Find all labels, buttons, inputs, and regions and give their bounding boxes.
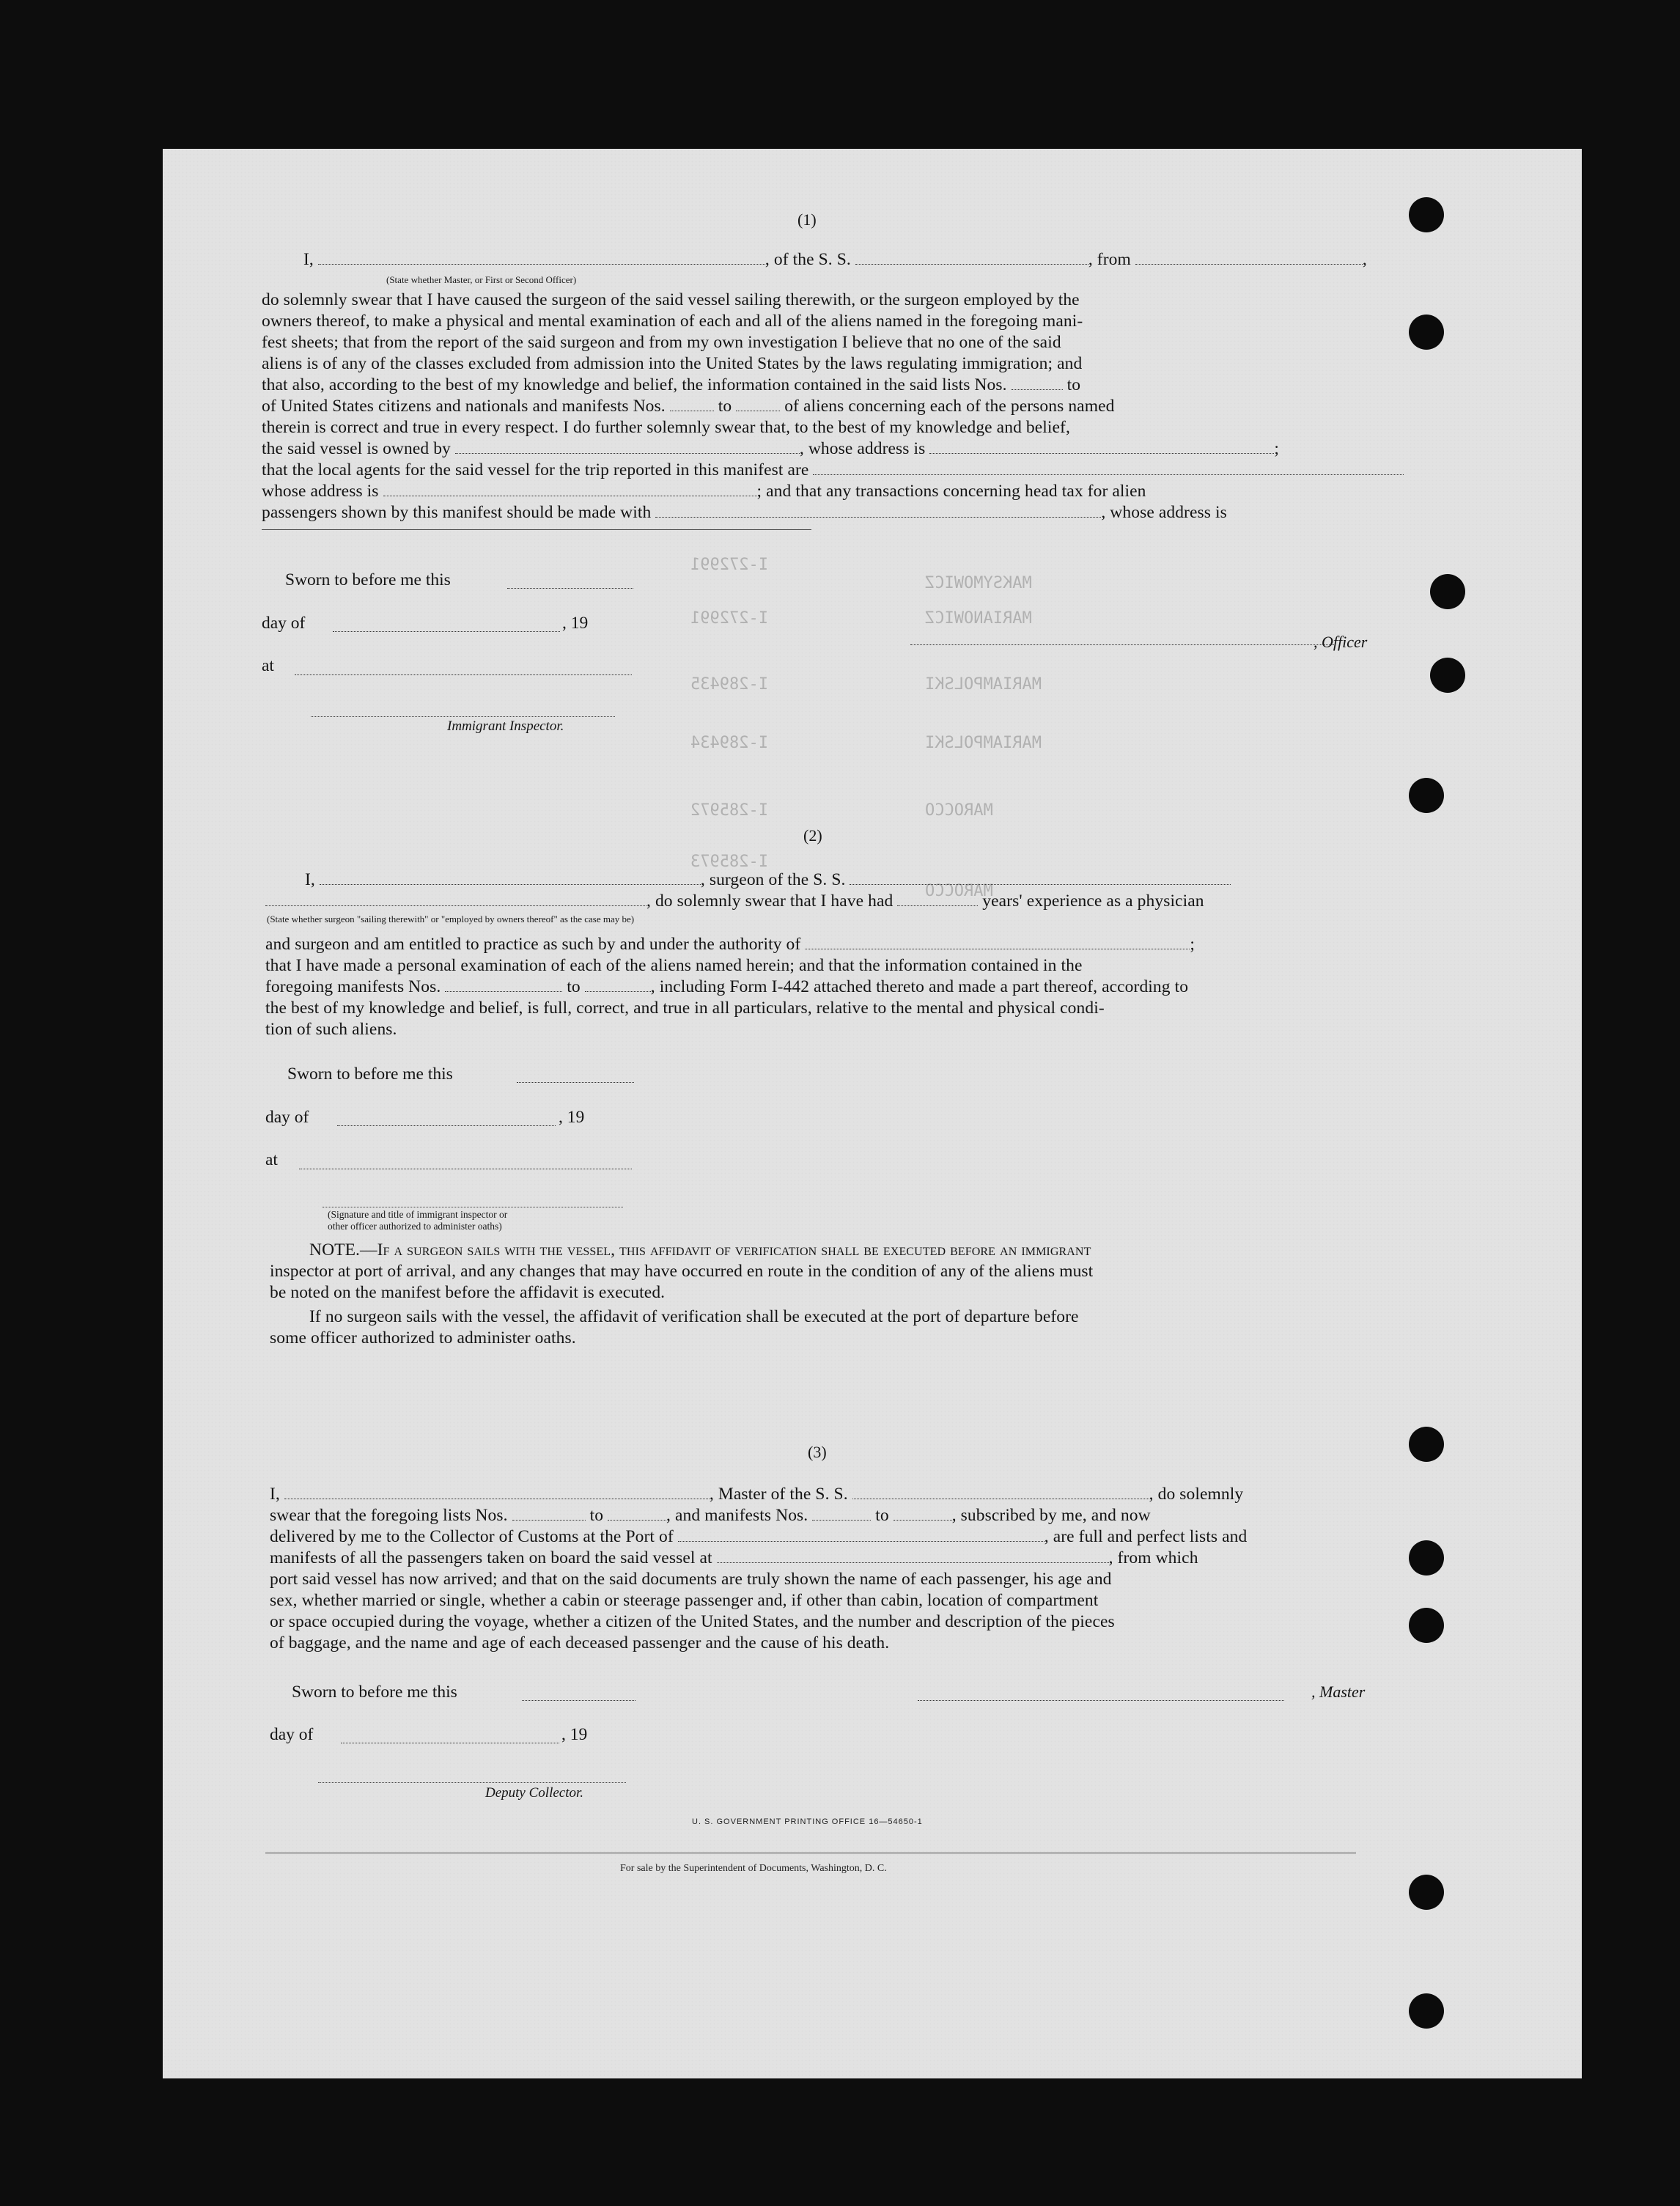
year-label: , 19 (561, 1725, 588, 1744)
bleed-through-name: MARIAMPOLSKI (925, 675, 1042, 694)
section-3-para-line: port said vessel has now arrived; and that on the said documents are truly shown the name of each passenger, his age and (270, 1570, 1112, 1589)
manifests-all-text: manifests of all the passengers taken on board the said vessel at (270, 1548, 712, 1567)
manifests-nos-text: of United States citizens and nationals and manifests Nos. (262, 397, 666, 416)
manifests-to-field[interactable] (894, 1519, 952, 1521)
section-1-owner-line: the said vessel is owned by , whose address is ; (262, 439, 1280, 458)
headtax-party-field[interactable] (655, 516, 1101, 518)
subscribed-text: , subscribed by me, and now (951, 1506, 1151, 1525)
full-perfect-text: , are full and perfect lists and (1044, 1527, 1248, 1546)
deputy-signature-line (318, 1782, 626, 1783)
section-1-lists-line (262, 375, 1582, 395)
of-ss-label: , of the S. S. (765, 250, 851, 269)
section-1-para-line: owners thereof, to make a physical and mental examination of each and all of the aliens named in the foregoing mani- (262, 312, 1083, 331)
punch-hole (1409, 1427, 1444, 1462)
manifests-to-field[interactable] (736, 410, 780, 411)
agents-field[interactable] (813, 474, 1404, 475)
section-3-lists-line (270, 1506, 1582, 1526)
note-line: inspector at port of arrival, and any changes that may have occurred en route in the condition of any of the aliens must (270, 1262, 1094, 1281)
manifests-to-field[interactable] (585, 990, 651, 992)
local-agents-text: that the local agents for the said vessel for the trip reported in this manifest are (262, 460, 809, 479)
sworn-label: Sworn to before me this (287, 1065, 453, 1084)
year-label: , 19 (562, 614, 589, 633)
pronoun-i: I, (270, 1485, 280, 1504)
section-2-para-line: that I have made a personal examination of each of the aliens named herein; and that the information contained in the (265, 956, 1083, 975)
form-text: , including Form I-442 attached thereto and made a part thereof, according to (650, 977, 1189, 996)
punch-hole (1430, 658, 1465, 693)
vessel-name-field[interactable] (855, 263, 1088, 265)
section-3-para-line: or space occupied during the voyage, whether a citizen of the United States, and the number and description of the pieces (270, 1612, 1115, 1631)
punch-hole (1409, 197, 1444, 232)
sworn-day-field[interactable] (507, 587, 633, 589)
bleed-through-no: I-272991 (690, 609, 768, 628)
punch-hole (1409, 778, 1444, 813)
witness-caption-1: (Signature and title of immigrant inspector or (328, 1209, 508, 1220)
to-label: to (875, 1506, 889, 1525)
section-1-para-line: fest sheets; that from the report of the said surgeon and from my own investigation I believe that no one of the said (262, 333, 1061, 352)
note-line (309, 1240, 1582, 1260)
section-2-authority-line: and surgeon and am entitled to practice as such by and under the authority of ; (265, 935, 1195, 954)
punch-hole (1409, 1993, 1444, 2029)
section-2-experience-line (265, 891, 1582, 911)
surgeon-of-label: , surgeon of the S. S. (700, 870, 846, 889)
collector-text: delivered by me to the Collector of Customs at the Port of (270, 1527, 674, 1546)
section-1-address-line (262, 482, 1582, 501)
bleed-through-name: MARIANOWICZ (925, 609, 1032, 628)
section-3-para-line: of baggage, and the name and age of each deceased passenger and the cause of his death. (270, 1633, 890, 1652)
from-label: , from (1088, 250, 1131, 269)
owner-address-field[interactable] (929, 452, 1274, 454)
inspector-signature-line (311, 716, 615, 717)
section-1-number: (1) (797, 210, 817, 229)
surgeon-subcaption: (State whether surgeon "sailing therewith" or "employed by owners thereof" as the case may be) (267, 913, 635, 924)
punch-hole (1430, 574, 1465, 609)
master-vessel-field[interactable] (852, 1498, 1149, 1499)
note-line: If no surgeon sails with the vessel, the affidavit of verification shall be executed at the port of departure before (309, 1307, 1079, 1326)
bleed-through-no: I-285973 (690, 853, 768, 871)
sworn-day-field[interactable] (522, 1699, 635, 1701)
note-line: some officer authorized to administer oaths. (270, 1328, 576, 1348)
to-label: to (589, 1506, 604, 1525)
year-label: , 19 (559, 1108, 585, 1127)
lists-from-field[interactable] (1012, 389, 1063, 390)
surgeon-vessel-field[interactable] (850, 883, 1231, 885)
authority-text: and surgeon and am entitled to practice as such by and under the authority of (265, 935, 801, 954)
officer-subcaption: (State whether Master, or First or Second Officer) (386, 274, 577, 285)
owned-by-text: the said vessel is owned by (262, 439, 451, 458)
gpo-imprint: U. S. GOVERNMENT PRINTING OFFICE 16—54650-1 (692, 1817, 923, 1826)
whose-address-text: whose address is (262, 482, 379, 501)
to-label: to (718, 397, 732, 416)
section-2-oath-line (305, 870, 1582, 890)
bleed-through-name: MARIAMPOLSKI (925, 734, 1042, 752)
bleed-through-name: MAROCCO (925, 801, 993, 820)
day-of-label: day of (262, 614, 306, 633)
section-1-manifests-line (262, 397, 1582, 416)
to-label: to (567, 977, 581, 996)
at-place-field[interactable] (299, 1168, 632, 1169)
surgeon-status-field[interactable] (265, 905, 646, 906)
month-field[interactable] (333, 630, 560, 632)
lists-from-field[interactable] (512, 1519, 586, 1521)
day-of-label: day of (270, 1725, 314, 1744)
footer-note: For sale by the Superintendent of Documents, Washington, D. C. (620, 1863, 887, 1874)
manifests-from-field[interactable] (445, 990, 562, 992)
lists-to-field[interactable] (608, 1519, 666, 1521)
sworn-label: Sworn to before me this (292, 1683, 457, 1702)
whose-address-is-label: , whose address is (1101, 503, 1227, 522)
sworn-day-field[interactable] (517, 1081, 634, 1083)
section-1-headtax-line (262, 503, 1582, 523)
and-manifests-text: , and manifests Nos. (666, 1506, 808, 1525)
witness-caption-2: other officer authorized to administer oaths) (328, 1221, 502, 1232)
officer-signature-field[interactable] (910, 644, 1335, 645)
section-2-manifests-line (265, 977, 1582, 997)
bleed-through-no: I-289434 (690, 734, 768, 752)
section-1-para-line: do solemnly swear that I have caused the surgeon of the said vessel sailing therewith, or the surgeon employed by the (262, 290, 1080, 309)
boarding-port-field[interactable] (717, 1562, 1109, 1563)
section-2-para-line: the best of my knowledge and belief, is full, correct, and true in all particulars, relative to the mental and physical condi- (265, 999, 1105, 1018)
bleed-through-name: MAROCCO (925, 882, 993, 900)
foregoing-manifests-text: foregoing manifests Nos. (265, 977, 441, 996)
note-text: NOTE.—If a surgeon sails with the vessel, this affidavit of verification shall be executed before an immigrant (309, 1240, 1091, 1260)
from-which-text: , from which (1108, 1548, 1198, 1567)
to-label: to (1066, 375, 1081, 394)
punch-hole (1409, 1875, 1444, 1910)
section-1-para-line: therein is correct and true in every respect. I do further solemnly swear that, to the best of my knowledge and belief, (262, 418, 1070, 437)
section-3-number: (3) (808, 1443, 827, 1461)
authority-field[interactable] (805, 948, 1190, 949)
officer-name-field[interactable] (318, 263, 765, 265)
section-1-rule (262, 529, 811, 530)
manifests-from-field[interactable] (812, 1519, 871, 1521)
manifest-page (163, 149, 1582, 2078)
section-3-oath-line (270, 1485, 1582, 1504)
bleed-through-no: I-289435 (690, 675, 768, 694)
pronoun-i: I, (305, 870, 315, 889)
manifests-from-field[interactable] (670, 410, 714, 411)
pronoun-i: I, (303, 250, 314, 269)
month-field[interactable] (337, 1125, 556, 1126)
bleed-through-no: I-285972 (690, 801, 768, 820)
section-2-number: (2) (803, 826, 822, 845)
years-field[interactable] (897, 905, 978, 906)
lists-nos-text: that also, according to the best of my knowledge and belief, the information contained in the said lists Nos. (262, 375, 1007, 394)
at-place-field[interactable] (295, 674, 632, 675)
foregoing-lists-text: swear that the foregoing lists Nos. (270, 1506, 508, 1525)
passengers-text: passengers shown by this manifest should be made with (262, 503, 652, 522)
section-3-para-line: sex, whether married or single, whether a cabin or steerage passenger and, if other than cabin, location of compartment (270, 1591, 1099, 1610)
bleed-through-no: I-272991 (690, 556, 768, 574)
master-signature-field[interactable] (918, 1699, 1284, 1701)
of-aliens-text: of aliens concerning each of the persons named (784, 397, 1115, 416)
whose-address-label: , whose address is (799, 439, 926, 458)
sworn-label: Sworn to before me this (285, 570, 451, 589)
immigrant-inspector-caption: Immigrant Inspector. (447, 718, 564, 734)
at-label: at (262, 656, 274, 675)
note-line: be noted on the manifest before the affidavit is executed. (270, 1283, 666, 1302)
master-label: , Master (1311, 1683, 1366, 1701)
section-2-para-line: tion of such aliens. (265, 1020, 397, 1039)
port-field[interactable] (678, 1540, 1045, 1542)
section-1-oath-line: I, , of the S. S. , from , (303, 250, 1367, 269)
agents-address-field[interactable] (383, 495, 757, 496)
at-label: at (265, 1150, 278, 1169)
section-3-boarded-line (270, 1548, 1582, 1568)
section-3-port-line (270, 1527, 1582, 1547)
departure-port-field[interactable] (1135, 263, 1363, 265)
do-solemnly-text: , do solemnly (1149, 1485, 1244, 1504)
master-of-label: , Master of the S. S. (709, 1485, 848, 1504)
years-experience-text: years' experience as a physician (982, 891, 1204, 911)
month-field[interactable] (341, 1742, 559, 1743)
owner-field[interactable] (455, 452, 800, 454)
bleed-through-name: MAKSYMOWICZ (925, 574, 1032, 592)
master-name-field[interactable] (284, 1498, 710, 1499)
deputy-collector-caption: Deputy Collector. (485, 1785, 584, 1801)
surgeon-name-field[interactable] (320, 883, 701, 885)
head-tax-text: ; and that any transactions concerning head tax for alien (756, 482, 1146, 501)
section-1-agents-line (262, 460, 1582, 480)
day-of-label: day of (265, 1108, 309, 1127)
officer-label: , Officer (1314, 633, 1368, 651)
section-1-para-line: aliens is of any of the classes excluded from admission into the United States by the laws regulating immigration; and (262, 354, 1083, 373)
solemnly-swear-text: , do solemnly swear that I have had (646, 891, 894, 911)
